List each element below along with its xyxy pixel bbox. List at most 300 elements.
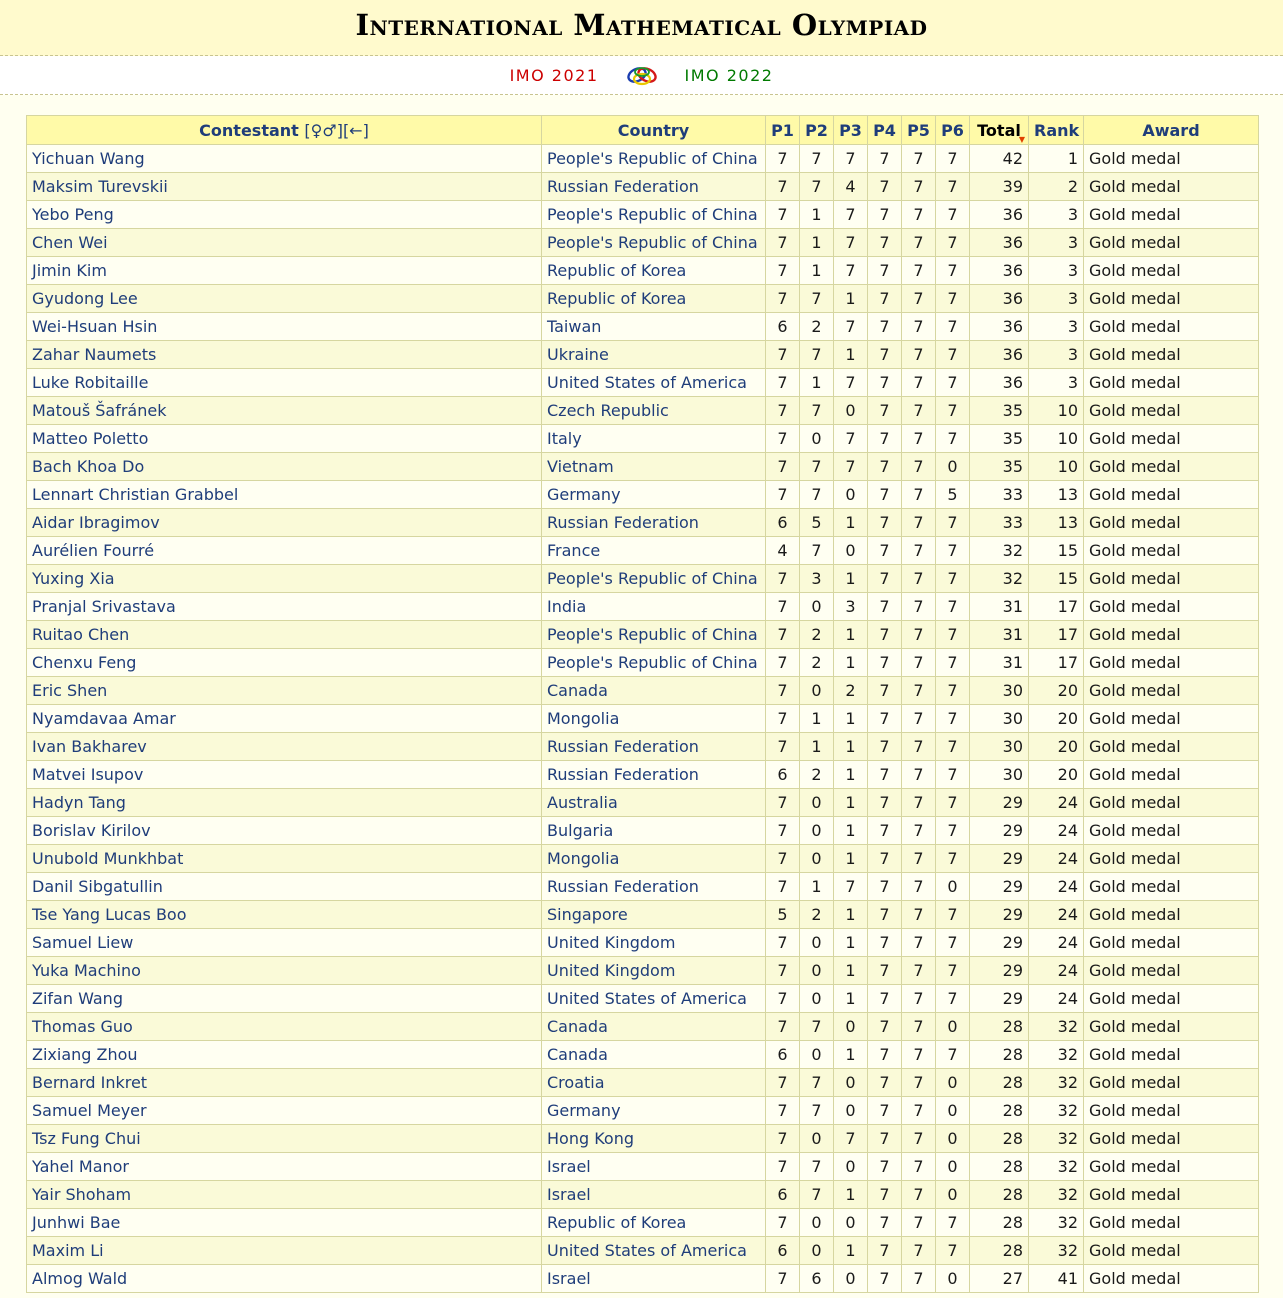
award-column-header[interactable] <box>1084 116 1259 145</box>
contestant-link[interactable]: Yebo Peng <box>32 204 114 224</box>
rank-value: 17 <box>1029 593 1084 621</box>
problem-6-score: 0 <box>936 453 970 481</box>
total-score: 36 <box>970 257 1029 285</box>
total-score: 29 <box>970 817 1029 845</box>
award-value: Gold medal <box>1084 705 1259 733</box>
total-score: 28 <box>970 1013 1029 1041</box>
problem-3-score: 2 <box>834 677 868 705</box>
problem-2-score: 1 <box>800 873 834 901</box>
country-link[interactable]: Australia <box>547 792 618 812</box>
award-value: Gold medal <box>1084 761 1259 789</box>
country-link[interactable]: People's Republic of China <box>547 652 758 672</box>
contestant-cell <box>27 369 542 397</box>
contestant-link[interactable]: Wei-Hsuan Hsin <box>32 316 158 336</box>
next-year-link[interactable]: IMO 2022 <box>684 65 774 85</box>
problem-5-score: 7 <box>902 593 936 621</box>
total-score: 42 <box>970 145 1029 173</box>
problem-5-score: 7 <box>902 285 936 313</box>
total-score: 36 <box>970 369 1029 397</box>
problem-2-score: 7 <box>800 173 834 201</box>
contestant-cell <box>27 425 542 453</box>
problem-5-score: 7 <box>902 929 936 957</box>
problem-5-score: 7 <box>902 1097 936 1125</box>
country-cell <box>542 761 766 789</box>
contestant-cell <box>27 733 542 761</box>
problem-2-score: 1 <box>800 705 834 733</box>
p2-column-header[interactable] <box>800 116 834 145</box>
problem-1-score: 6 <box>766 1181 800 1209</box>
problem-2-score: 2 <box>800 313 834 341</box>
problem-4-score: 7 <box>868 257 902 285</box>
problem-4-score: 7 <box>868 509 902 537</box>
country-link[interactable]: Canada <box>547 1016 608 1036</box>
contestant-link[interactable]: Borislav Kirilov <box>32 820 151 840</box>
problem-4-score: 7 <box>868 705 902 733</box>
problem-2-score: 0 <box>800 1237 834 1265</box>
problem-1-score: 7 <box>766 453 800 481</box>
contestant-link[interactable]: Samuel Liew <box>32 932 134 952</box>
country-link[interactable]: Taiwan <box>547 316 602 336</box>
contestant-link[interactable]: Lennart Christian Grabbel <box>32 484 239 504</box>
problem-4-score: 7 <box>868 593 902 621</box>
total-score: 39 <box>970 173 1029 201</box>
rank-value: 17 <box>1029 621 1084 649</box>
country-link[interactable]: Czech Republic <box>547 400 669 420</box>
table-row <box>27 1013 1259 1041</box>
award-value: Gold medal <box>1084 145 1259 173</box>
rank-value: 15 <box>1029 565 1084 593</box>
award-value: Gold medal <box>1084 1097 1259 1125</box>
imo-logo-icon[interactable] <box>625 64 659 86</box>
prev-year-link[interactable]: IMO 2021 <box>509 65 599 85</box>
contestant-cell <box>27 593 542 621</box>
contestant-link[interactable]: Tse Yang Lucas Boo <box>32 904 187 924</box>
contestant-link[interactable]: Unubold Munkhbat <box>32 848 184 868</box>
country-link[interactable]: Hong Kong <box>547 1128 634 1148</box>
contestant-cell <box>27 1097 542 1125</box>
contestant-cell <box>27 481 542 509</box>
country-link[interactable]: Italy <box>547 428 582 448</box>
problem-3-score: 0 <box>834 1097 868 1125</box>
problem-3-score: 1 <box>834 845 868 873</box>
problem-5-score: 7 <box>902 481 936 509</box>
problem-6-score: 5 <box>936 481 970 509</box>
problem-2-score: 7 <box>800 341 834 369</box>
total-header-label[interactable]: Total <box>977 120 1021 140</box>
country-link[interactable]: Republic of Korea <box>547 288 687 308</box>
sort-contestant-link[interactable]: Contestant <box>199 120 299 140</box>
problem-1-score: 7 <box>766 229 800 257</box>
country-cell <box>542 145 766 173</box>
contestant-cell <box>27 1153 542 1181</box>
table-row <box>27 565 1259 593</box>
problem-1-score: 7 <box>766 845 800 873</box>
problem-6-score: 7 <box>936 1041 970 1069</box>
contestant-cell <box>27 901 542 929</box>
problem-5-score: 7 <box>902 369 936 397</box>
country-link[interactable]: Vietnam <box>547 456 614 476</box>
contestant-cell <box>27 789 542 817</box>
contestant-cell <box>27 1265 542 1293</box>
award-value: Gold medal <box>1084 565 1259 593</box>
problem-4-score: 7 <box>868 733 902 761</box>
table-row <box>27 229 1259 257</box>
problem-3-score: 1 <box>834 733 868 761</box>
country-link[interactable]: Israel <box>547 1156 591 1176</box>
contestant-link[interactable]: Thomas Guo <box>32 1016 133 1036</box>
contestant-cell <box>27 957 542 985</box>
contestant-link[interactable]: Chenxu Feng <box>32 652 137 672</box>
contestant-link[interactable]: Junhwi Bae <box>32 1212 121 1232</box>
problem-6-score: 7 <box>936 761 970 789</box>
problem-3-score: 1 <box>834 565 868 593</box>
country-link[interactable]: Croatia <box>547 1072 605 1092</box>
contestant-link[interactable]: Hadyn Tang <box>32 792 126 812</box>
total-score: 31 <box>970 593 1029 621</box>
table-row <box>27 817 1259 845</box>
problem-3-score: 0 <box>834 1013 868 1041</box>
problem-1-score: 6 <box>766 313 800 341</box>
country-link[interactable]: People's Republic of China <box>547 148 758 168</box>
country-link[interactable]: Mongolia <box>547 708 620 728</box>
total-score: 28 <box>970 1237 1029 1265</box>
contestant-link[interactable]: Maxim Li <box>32 1240 104 1260</box>
country-link[interactable]: People's Republic of China <box>547 624 758 644</box>
sort-p5-link[interactable]: P5 <box>907 120 930 140</box>
rank-column-header[interactable] <box>1029 116 1084 145</box>
contestant-link[interactable]: Yuxing Xia <box>32 568 115 588</box>
problem-4-score: 7 <box>868 1181 902 1209</box>
p3-column-header[interactable] <box>834 116 868 145</box>
award-value: Gold medal <box>1084 789 1259 817</box>
country-link[interactable]: United States of America <box>547 372 747 392</box>
rank-value: 24 <box>1029 817 1084 845</box>
country-link[interactable]: Russian Federation <box>547 764 699 784</box>
p4-column-header[interactable] <box>868 116 902 145</box>
rank-value: 13 <box>1029 509 1084 537</box>
contestant-link[interactable]: Aidar Ibragimov <box>32 512 160 532</box>
sort-p6-link[interactable]: P6 <box>941 120 964 140</box>
contestant-cell <box>27 397 542 425</box>
back-arrow-link[interactable]: [←] <box>342 120 369 140</box>
problem-6-score: 7 <box>936 285 970 313</box>
problem-2-score: 0 <box>800 1125 834 1153</box>
problem-1-score: 6 <box>766 509 800 537</box>
problem-1-score: 7 <box>766 145 800 173</box>
problem-3-score: 1 <box>834 761 868 789</box>
total-score: 36 <box>970 229 1029 257</box>
problem-1-score: 7 <box>766 1153 800 1181</box>
country-link[interactable]: People's Republic of China <box>547 568 758 588</box>
rank-value: 24 <box>1029 985 1084 1013</box>
problem-4-score: 7 <box>868 565 902 593</box>
contestant-link[interactable]: Chen Wei <box>32 232 108 252</box>
country-link[interactable]: Bulgaria <box>547 820 614 840</box>
sort-country-link[interactable]: Country <box>617 120 690 140</box>
country-link[interactable]: Russian Federation <box>547 736 699 756</box>
country-link[interactable]: Singapore <box>547 904 628 924</box>
country-link[interactable]: United States of America <box>547 988 747 1008</box>
country-cell <box>542 1125 766 1153</box>
country-link[interactable]: Israel <box>547 1268 591 1288</box>
contestant-link[interactable]: Ruitao Chen <box>32 624 130 644</box>
problem-5-score: 7 <box>902 537 936 565</box>
country-link[interactable]: People's Republic of China <box>547 204 758 224</box>
rank-value: 3 <box>1029 201 1084 229</box>
problem-5-score: 7 <box>902 173 936 201</box>
rank-value: 32 <box>1029 1237 1084 1265</box>
contestant-link[interactable]: Gyudong Lee <box>32 288 138 308</box>
problem-3-score: 1 <box>834 1181 868 1209</box>
contestant-link[interactable]: Zixiang Zhou <box>32 1044 138 1064</box>
sort-p4-link[interactable]: P4 <box>873 120 896 140</box>
table-row <box>27 1181 1259 1209</box>
problem-6-score: 7 <box>936 397 970 425</box>
country-link[interactable]: Germany <box>547 484 621 504</box>
award-value: Gold medal <box>1084 537 1259 565</box>
problem-4-score: 7 <box>868 1265 902 1293</box>
country-cell <box>542 593 766 621</box>
problem-4-score: 7 <box>868 1097 902 1125</box>
problem-1-score: 7 <box>766 621 800 649</box>
country-link[interactable]: Republic of Korea <box>547 1212 687 1232</box>
problem-2-score: 6 <box>800 1265 834 1293</box>
sort-p1-link[interactable]: P1 <box>771 120 794 140</box>
problem-4-score: 7 <box>868 957 902 985</box>
country-link[interactable]: Russian Federation <box>547 512 699 532</box>
table-row <box>27 1209 1259 1237</box>
contestant-link[interactable]: Luke Robitaille <box>32 372 149 392</box>
problem-1-score: 7 <box>766 677 800 705</box>
problem-1-score: 7 <box>766 593 800 621</box>
problem-6-score: 7 <box>936 1237 970 1265</box>
problem-2-score: 0 <box>800 985 834 1013</box>
sort-p3-link[interactable]: P3 <box>839 120 862 140</box>
contestant-cell <box>27 985 542 1013</box>
problem-4-score: 7 <box>868 845 902 873</box>
problem-3-score: 7 <box>834 1125 868 1153</box>
country-cell <box>542 257 766 285</box>
rank-value: 24 <box>1029 929 1084 957</box>
table-row <box>27 1153 1259 1181</box>
p6-column-header[interactable] <box>936 116 970 145</box>
problem-2-score: 0 <box>800 817 834 845</box>
award-value: Gold medal <box>1084 341 1259 369</box>
problem-1-score: 7 <box>766 957 800 985</box>
contestant-link[interactable]: Danil Sibgatullin <box>32 876 163 896</box>
award-value: Gold medal <box>1084 201 1259 229</box>
table-row <box>27 145 1259 173</box>
problem-3-score: 1 <box>834 957 868 985</box>
country-link[interactable]: Canada <box>547 1044 608 1064</box>
contestant-cell <box>27 1209 542 1237</box>
contestant-link[interactable]: Eric Shen <box>32 680 108 700</box>
table-row <box>27 173 1259 201</box>
contestant-link[interactable]: Yuka Machino <box>32 960 141 980</box>
problem-5-score: 7 <box>902 733 936 761</box>
country-link[interactable]: Mongolia <box>547 848 620 868</box>
problem-4-score: 7 <box>868 761 902 789</box>
table-row <box>27 733 1259 761</box>
award-value: Gold medal <box>1084 1069 1259 1097</box>
table-row <box>27 761 1259 789</box>
country-link[interactable]: India <box>547 596 587 616</box>
country-cell <box>542 397 766 425</box>
table-row <box>27 509 1259 537</box>
contestant-cell <box>27 257 542 285</box>
problem-1-score: 7 <box>766 285 800 313</box>
contestant-link[interactable]: Yichuan Wang <box>32 148 145 168</box>
problem-4-score: 7 <box>868 537 902 565</box>
table-row <box>27 397 1259 425</box>
country-link[interactable]: United Kingdom <box>547 960 676 980</box>
problem-5-score: 7 <box>902 649 936 677</box>
contestant-link[interactable]: Almog Wald <box>32 1268 128 1288</box>
total-score: 29 <box>970 845 1029 873</box>
country-cell <box>542 1069 766 1097</box>
problem-3-score: 0 <box>834 1265 868 1293</box>
contestant-link[interactable]: Yahel Manor <box>32 1156 130 1176</box>
country-cell <box>542 453 766 481</box>
contestant-cell <box>27 145 542 173</box>
rank-value: 20 <box>1029 761 1084 789</box>
award-value: Gold medal <box>1084 1181 1259 1209</box>
gender-toggle-link[interactable]: [♀♂] <box>304 120 343 140</box>
problem-4-score: 7 <box>868 677 902 705</box>
problem-2-score: 1 <box>800 369 834 397</box>
problem-3-score: 0 <box>834 481 868 509</box>
country-link[interactable]: Russian Federation <box>547 176 699 196</box>
problem-5-score: 7 <box>902 1237 936 1265</box>
rank-value: 24 <box>1029 789 1084 817</box>
p5-column-header[interactable] <box>902 116 936 145</box>
problem-2-score: 7 <box>800 1153 834 1181</box>
problem-3-score: 1 <box>834 509 868 537</box>
rank-value: 24 <box>1029 957 1084 985</box>
award-value: Gold medal <box>1084 425 1259 453</box>
contestant-link[interactable]: Yair Shoham <box>32 1184 132 1204</box>
problem-6-score: 7 <box>936 537 970 565</box>
problem-1-score: 7 <box>766 873 800 901</box>
contestant-link[interactable]: Matteo Poletto <box>32 428 149 448</box>
contestant-cell <box>27 313 542 341</box>
rank-value: 24 <box>1029 845 1084 873</box>
sort-p2-link[interactable]: P2 <box>805 120 828 140</box>
contestant-cell <box>27 1041 542 1069</box>
problem-3-score: 1 <box>834 621 868 649</box>
country-cell <box>542 313 766 341</box>
contestant-link[interactable]: Zifan Wang <box>32 988 123 1008</box>
country-cell <box>542 425 766 453</box>
contestant-link[interactable]: Bach Khoa Do <box>32 456 145 476</box>
country-cell <box>542 1209 766 1237</box>
table-row <box>27 1237 1259 1265</box>
contestant-link[interactable]: Pranjal Srivastava <box>32 596 176 616</box>
problem-2-score: 1 <box>800 201 834 229</box>
country-link[interactable]: United States of America <box>547 1240 747 1260</box>
rank-value: 20 <box>1029 733 1084 761</box>
problem-5-score: 7 <box>902 565 936 593</box>
problem-1-score: 7 <box>766 341 800 369</box>
country-column-header[interactable] <box>542 116 766 145</box>
problem-6-score: 0 <box>936 1125 970 1153</box>
award-value: Gold medal <box>1084 817 1259 845</box>
contestant-link[interactable]: Aurélien Fourré <box>32 540 155 560</box>
problem-5-score: 7 <box>902 425 936 453</box>
contestant-link[interactable]: Maksim Turevskii <box>32 176 168 196</box>
contestant-link[interactable]: Zahar Naumets <box>32 344 157 364</box>
contestant-link[interactable]: Bernard Inkret <box>32 1072 148 1092</box>
award-value: Gold medal <box>1084 649 1259 677</box>
country-cell <box>542 481 766 509</box>
problem-4-score: 7 <box>868 397 902 425</box>
contestant-link[interactable]: Ivan Bakharev <box>32 736 147 756</box>
problem-6-score: 7 <box>936 313 970 341</box>
contestant-link[interactable]: Matouš Šafránek <box>32 400 167 420</box>
country-link[interactable]: Ukraine <box>547 344 609 364</box>
problem-2-score: 0 <box>800 1041 834 1069</box>
problem-2-score: 0 <box>800 677 834 705</box>
table-row <box>27 705 1259 733</box>
problem-6-score: 7 <box>936 257 970 285</box>
problem-4-score: 7 <box>868 649 902 677</box>
problem-1-score: 7 <box>766 1209 800 1237</box>
problem-1-score: 7 <box>766 789 800 817</box>
country-link[interactable]: United Kingdom <box>547 932 676 952</box>
problem-1-score: 7 <box>766 481 800 509</box>
problem-5-score: 7 <box>902 313 936 341</box>
contestant-cell <box>27 565 542 593</box>
rank-value: 3 <box>1029 313 1084 341</box>
contestant-link[interactable]: Jimin Kim <box>32 260 107 280</box>
contestant-cell <box>27 649 542 677</box>
rank-value: 41 <box>1029 1265 1084 1293</box>
total-column-header[interactable] <box>970 116 1029 145</box>
country-link[interactable]: Israel <box>547 1184 591 1204</box>
rank-value: 17 <box>1029 649 1084 677</box>
sort-award-link[interactable]: Award <box>1142 120 1200 140</box>
p1-column-header[interactable] <box>766 116 800 145</box>
country-link[interactable]: People's Republic of China <box>547 232 758 252</box>
country-link[interactable]: Russian Federation <box>547 876 699 896</box>
problem-1-score: 7 <box>766 817 800 845</box>
rank-value: 13 <box>1029 481 1084 509</box>
problem-4-score: 7 <box>868 817 902 845</box>
country-link[interactable]: Republic of Korea <box>547 260 687 280</box>
country-cell <box>542 1181 766 1209</box>
country-cell <box>542 901 766 929</box>
total-score: 28 <box>970 1069 1029 1097</box>
problem-2-score: 1 <box>800 229 834 257</box>
contestant-link[interactable]: Nyamdavaa Amar <box>32 708 176 728</box>
country-link[interactable]: Germany <box>547 1100 621 1120</box>
problem-4-score: 7 <box>868 145 902 173</box>
total-score: 29 <box>970 789 1029 817</box>
contestant-link[interactable]: Samuel Meyer <box>32 1100 147 1120</box>
problem-4-score: 7 <box>868 425 902 453</box>
sort-rank-link[interactable]: Rank <box>1034 120 1080 140</box>
problem-1-score: 7 <box>766 369 800 397</box>
rank-value: 3 <box>1029 285 1084 313</box>
contestant-link[interactable]: Tsz Fung Chui <box>32 1128 141 1148</box>
country-link[interactable]: France <box>547 540 601 560</box>
contestant-link[interactable]: Matvei Isupov <box>32 764 144 784</box>
problem-5-score: 7 <box>902 1041 936 1069</box>
country-link[interactable]: Canada <box>547 680 608 700</box>
award-value: Gold medal <box>1084 845 1259 873</box>
problem-3-score: 1 <box>834 817 868 845</box>
problem-2-score: 7 <box>800 481 834 509</box>
